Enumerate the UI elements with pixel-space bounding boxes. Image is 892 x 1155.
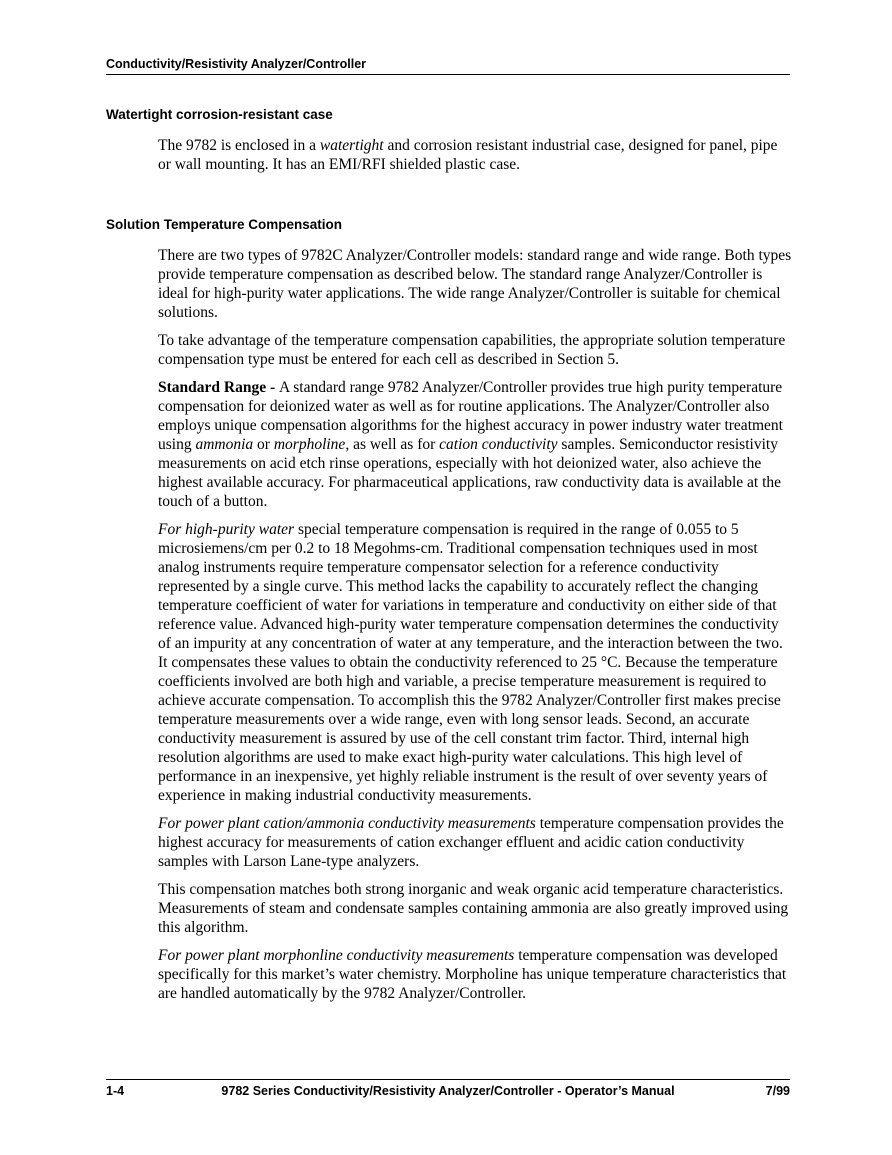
emphasis-text: For power plant cation/ammonia conductivity measurements — [158, 815, 536, 832]
section-body — [106, 136, 796, 174]
footer-date: 7/99 — [765, 1084, 790, 1098]
emphasis-text: cation conductivity — [439, 436, 558, 453]
body-paragraph — [158, 331, 794, 369]
text-run: special temperature compensation is required in the range of 0.055 to 5 microsiemens/cm per 0.2 to 18 Megohms-cm. Traditional compensation techniques used in most analog instruments require temperature compensator selection for a reference conductivity represented by a single curve. This method lacks the capability to accurately reflect the changing temperature coefficient of water for variations in temperature and conductivity on either side of that reference value. Advanced high-purity water temperature compensation determines the conductivity of an impurity at any concentration of water at any temperature, and the interaction between the two. It compensates these values to obtain the conductivity referenced to 25 °C. Because the temperature coefficients involved are both high and variable, a precise temperature measurement is required to achieve accurate compensation. To accomplish this the 9782 Analyzer/Controller first makes precise temperature measurements over a wide range, even with long sensor leads. Second, an accurate conductivity measurement is assured by use of the cell constant trim factor. Third, internal high resolution algorithms are used to make exact high-purity water calculations. This high level of performance in an inexpensive, yet highly reliable instrument is the result of over seventy years of experience in making industrial conductivity measurements. — [158, 521, 783, 804]
text-run: temperature compensation was developed specifically for this market’s water chemistry. Morpholine has unique temperature characteristics that are handled automatically by the 9782 Analyzer/Controller. — [158, 947, 787, 1002]
text-run: samples. Semiconductor resistivity measurements on acid etch rinse operations, especially with hot deionized water, also achieve the highest available accuracy. For pharmaceutical applications, raw conductivity data is available at the touch of a button. — [158, 436, 782, 510]
emphasis-text: morpholine — [273, 436, 346, 453]
section-temperature-compensation — [106, 216, 796, 1012]
emphasis-text: watertight — [319, 137, 384, 154]
text-run: and corrosion resistant industrial case, designed for panel, pipe or wall mounting. It has an EMI/RFI shielded plastic case. — [158, 137, 778, 173]
body-paragraph — [158, 136, 794, 174]
emphasis-text: For power plant morphonline conductivity measurements — [158, 947, 515, 964]
text-run: , as well as for — [345, 436, 440, 453]
emphasis-text: For high-purity water — [158, 521, 295, 538]
text-run: A standard range 9782 Analyzer/Controller provides true high purity temperature compensation for deionized water as well as for routine applications. The Analyzer/Controller also employs unique compensation algorithms for the highest accuracy in power industry water treatment using — [158, 379, 783, 453]
footer-manual-title: 9782 Series Conductivity/Resistivity Analyzer/Controller - Operator’s Manual — [221, 1084, 675, 1098]
page-number: 1-4 — [106, 1084, 125, 1098]
body-paragraph — [158, 520, 794, 805]
body-paragraph — [158, 378, 794, 511]
section-heading: Solution Temperature Compensation — [106, 217, 343, 232]
text-run: The 9782 is enclosed in a — [158, 137, 320, 154]
section-body — [106, 246, 796, 1003]
text-run: or — [253, 436, 274, 453]
body-paragraph — [158, 246, 794, 322]
section-watertight-case — [106, 106, 796, 183]
text-run: To take advantage of the temperature compensation capabilities, the appropriate solution temperature compensation type must be entered for each cell as described in Section 5. — [158, 332, 786, 368]
text-run: temperature compensation provides the highest accuracy for measurements of cation exchanger effluent and acidic cation conductivity samples with Larson Lane-type analyzers. — [158, 815, 784, 870]
running-header: Conductivity/Resistivity Analyzer/Controller — [106, 57, 790, 75]
run-in-heading: Standard Range - — [158, 379, 280, 396]
body-paragraph — [158, 946, 794, 1003]
body-paragraph — [158, 880, 794, 937]
emphasis-text: ammonia — [195, 436, 254, 453]
text-run: This compensation matches both strong inorganic and weak organic acid temperature characteristics. Measurements of steam and condensate samples containing ammonia are also greatly improved using this algorithm. — [158, 881, 789, 936]
section-heading: Watertight corrosion-resistant case — [106, 107, 333, 122]
body-paragraph — [158, 814, 794, 871]
running-footer — [106, 1079, 790, 1098]
text-run: There are two types of 9782C Analyzer/Controller models: standard range and wide range. Both types provide temperature compensation as described below. The standard range Analyzer/Controller is ideal for high-purity water applications. The wide range Analyzer/Controller is suitable for chemical solutions. — [158, 247, 792, 321]
